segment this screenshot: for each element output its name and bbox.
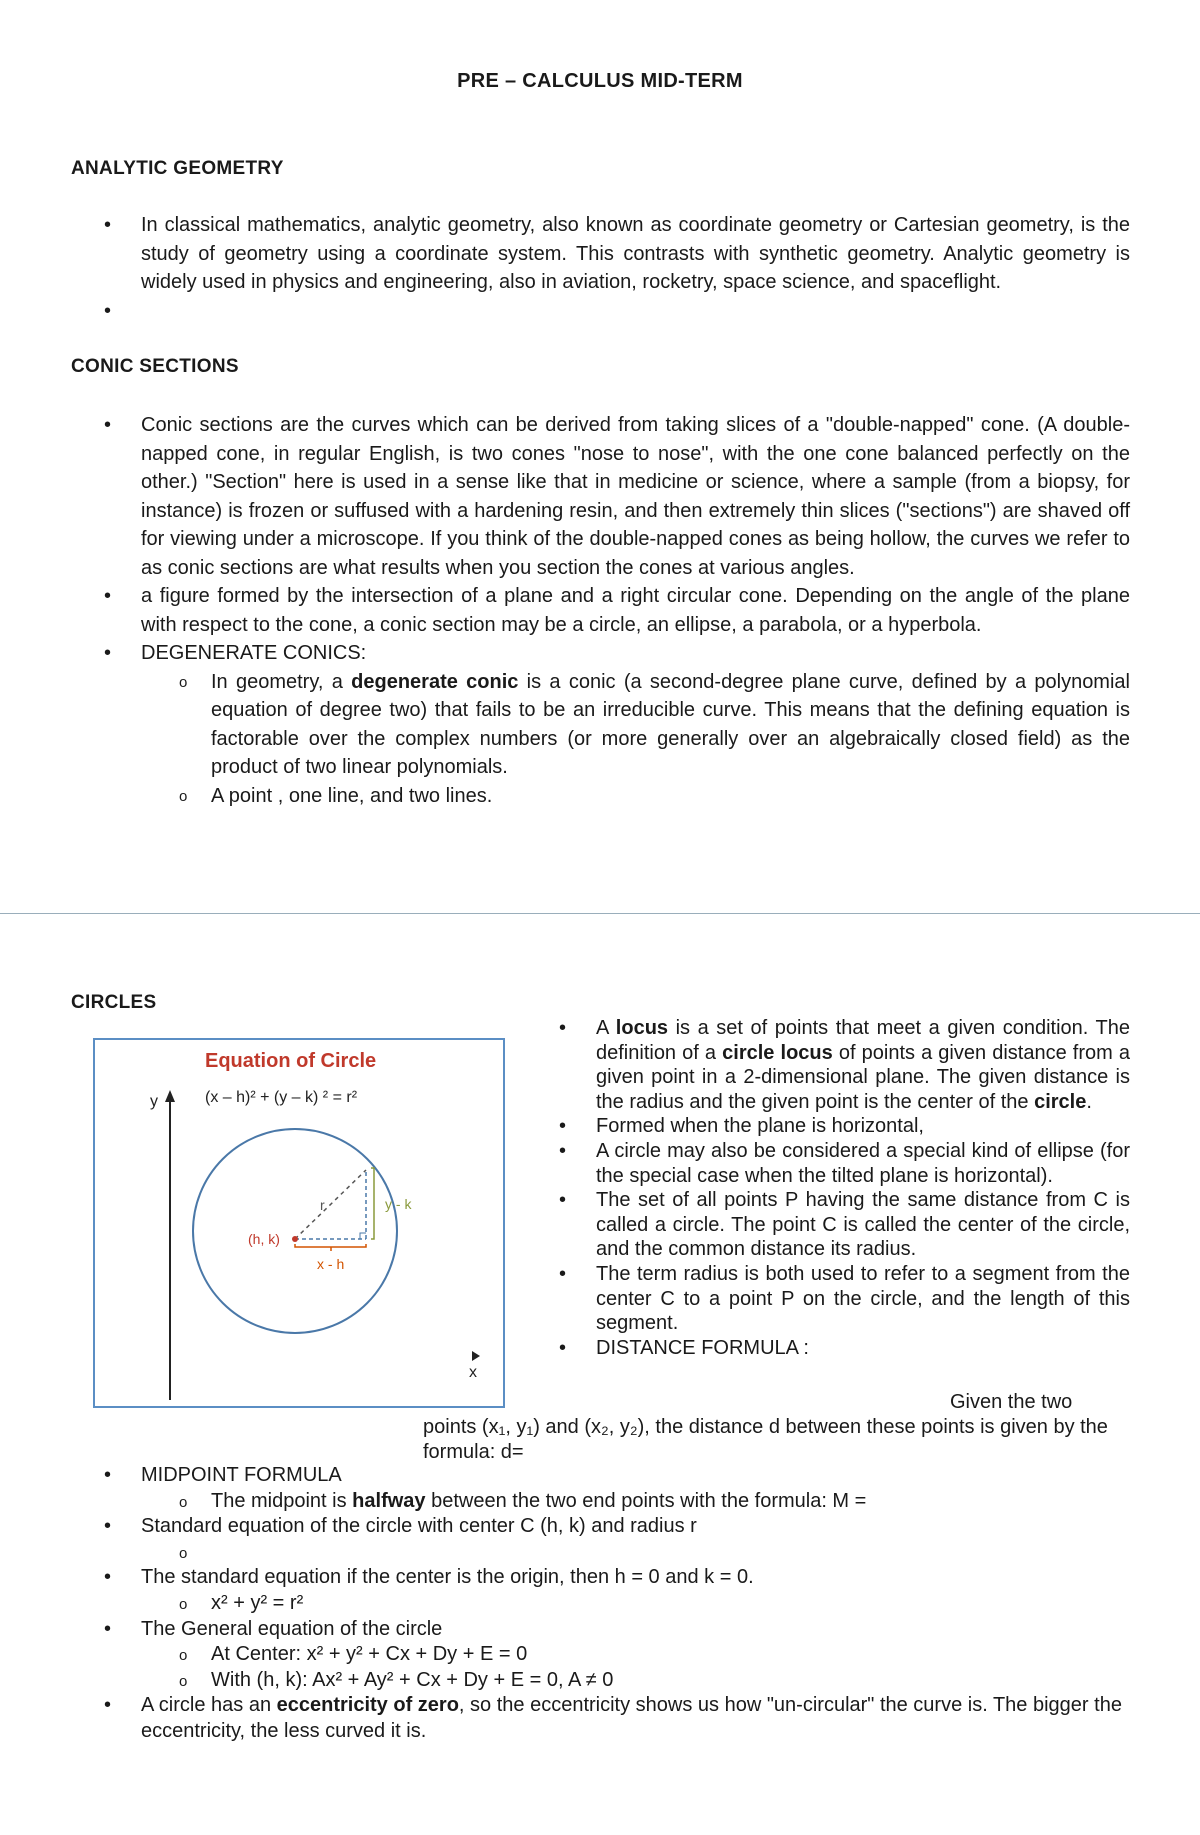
degenerate-text-pre: In geometry, a [211, 670, 352, 693]
midpoint-post: between the two end points with the formula: M = [425, 1489, 867, 1512]
radius-label: r [320, 1197, 325, 1213]
standard-sub-list [141, 1540, 1130, 1566]
sub-list-item: o At Center: x² + y² + Cx + Dy + E = 0 [141, 1642, 1130, 1668]
degenerate-term: degenerate conic [351, 670, 519, 693]
list-item: • Conic sections are the curves which can be derived from taking slices of a "double-napped" cone. (A double-napped cone, in regular English, is two cones "nose to nose", with the one cone balanced perfectly on the other.) "Section" here is used in a sense like that in medicine or science, where a sample (from a biopsy, for instance) is frozen or suffused with a hardening resin, and then extremely thin slices ("sections") are shaved off for viewing under a microscope. If you think of the double-napped cones as being hollow, the curves we refer to as conic sections are what results when you section the cones at various angles. [100, 411, 1130, 582]
y-axis-arrow-icon [165, 1090, 175, 1102]
ecc-pre: A circle has an [141, 1694, 277, 1717]
sub-list-item [141, 668, 1130, 782]
locus-mid: is a set of points that meet a given condition. The definition of a [596, 1017, 1130, 1064]
standard-equation: Standard equation of the circle with center C (h, k) and radius r [141, 1515, 697, 1538]
locus-pre: A [596, 1017, 616, 1039]
list-item-locus [555, 1016, 1130, 1114]
midpoint-heading: MIDPOINT FORMULA [141, 1464, 342, 1486]
locus-post: of points a given distance from a given point in a 2-dimensional plane. The given distance is the radius and the given point is the center of the [596, 1041, 1131, 1113]
list-item: • Formed when the plane is horizontal, [555, 1114, 1130, 1139]
ecc-term: eccentricity of zero [276, 1694, 459, 1717]
center-point [292, 1236, 298, 1242]
list-item: • A circle may also be considered a special kind of ellipse (for the special case when the tilted plane is horizontal). [555, 1139, 1130, 1188]
dx-label: x - h [317, 1256, 345, 1272]
list-item-standard [100, 1514, 1130, 1565]
origin-sub-list [141, 1591, 1130, 1617]
list-item-origin [100, 1565, 1130, 1616]
degenerate-sub-list [141, 668, 1130, 811]
circle-locus-term: circle locus [722, 1041, 833, 1064]
center-label: (h, k) [248, 1231, 280, 1247]
dy-bracket [371, 1168, 374, 1239]
distance-given-text: Given the two [950, 1391, 1073, 1413]
sub-list-item [141, 1489, 1130, 1515]
conic-bullet-list [100, 411, 1130, 810]
section-divider [0, 913, 1200, 914]
right-angle-marker [360, 1233, 366, 1239]
circle-term: circle [1034, 1090, 1087, 1113]
sub-list-item: o x² + y² = r² [141, 1591, 1130, 1617]
list-item-empty [100, 297, 1130, 326]
list-item-degenerate [100, 639, 1130, 810]
x-axis-arrow-icon [472, 1351, 480, 1361]
dy-label: y - k [385, 1196, 412, 1212]
list-item-eccentricity [100, 1693, 1130, 1744]
origin-equation: The standard equation if the center is the origin, then h = 0 and k = 0. [141, 1566, 754, 1589]
x-axis-label: x [469, 1364, 477, 1381]
list-item-midpoint [100, 1463, 1130, 1514]
distance-formula-text: points (x₁, y₁) and (x₂, y₂), the distance d between these points is given by the formula: d= [423, 1416, 1108, 1463]
radius-line [295, 1170, 366, 1239]
midpoint-sub-list [141, 1489, 1130, 1515]
degenerate-label: DEGENERATE CONICS: [141, 642, 367, 664]
page-title: PRE – CALCULUS MID-TERM [457, 70, 743, 92]
ecc-post: , so the eccentricity shows us how "un-circular" the curve is. The bigger the eccentricity, the less curved it is. [141, 1694, 1122, 1742]
circle-properties-list [555, 1016, 1130, 1360]
heading-conic-sections: CONIC SECTIONS [71, 356, 239, 377]
figure-equation: (x – h)² + (y – k) ² = r² [205, 1089, 358, 1106]
circle-diagram [95, 1040, 503, 1406]
locus-term: locus [615, 1017, 669, 1039]
list-item: • a figure formed by the intersection of a plane and a right circular cone. Depending on the angle of the plane with respect to the cone, a conic section may be a circle, an ellipse, a parabola, or a hyperbola. [100, 582, 1130, 639]
midpoint-pre: The midpoint is [211, 1489, 353, 1512]
degenerate-text-post: is a conic (a second-degree plane curve, defined by a polynomial equation of degree two) that fails to be an irreducible curve. This means that the defining equation is factorable over the complex numbers (or more generally over an algebraically closed field) as the product of two linear polynomials. [211, 670, 1130, 778]
locus-end: . [1086, 1090, 1092, 1113]
list-item: • The term radius is both used to refer to a segment from the center C to a point P on the circle, and the length of this segment. [555, 1262, 1130, 1336]
sub-list-item: o A point , one line, and two lines. [141, 782, 1130, 811]
y-axis-label: y [150, 1093, 158, 1110]
dx-bracket [295, 1244, 366, 1247]
list-item: • In classical mathematics, analytic geometry, also known as coordinate geometry or Cartesian geometry, is the study of geometry using a coordinate system. This contrasts with synthetic geometry. Analytic geometry is widely used in physics and engineering, also in aviation, rocketry, space science, and spaceflight. [100, 211, 1130, 297]
general-sub-list [141, 1642, 1130, 1693]
general-heading: The General equation of the circle [141, 1617, 443, 1640]
analytic-bullet-list [100, 211, 1130, 325]
list-item: • The set of all points P having the same distance from C is called a circle. The point C is called the center of the circle, and the common distance its radius. [555, 1188, 1130, 1262]
figure-title: Equation of Circle [205, 1050, 377, 1072]
heading-analytic-geometry: ANALYTIC GEOMETRY [71, 158, 284, 179]
circle-formulas-list [100, 1463, 1130, 1745]
heading-circles: CIRCLES [71, 992, 157, 1013]
equation-of-circle-figure [93, 1038, 505, 1408]
list-item-general [100, 1617, 1130, 1694]
list-item: • DISTANCE FORMULA : [555, 1336, 1130, 1361]
sub-list-item: o With (h, k): Ax² + Ay² + Cx + Dy + E = 0, A ≠ 0 [141, 1668, 1130, 1694]
midpoint-term: halfway [352, 1489, 426, 1512]
sub-list-item-empty [141, 1540, 1130, 1566]
